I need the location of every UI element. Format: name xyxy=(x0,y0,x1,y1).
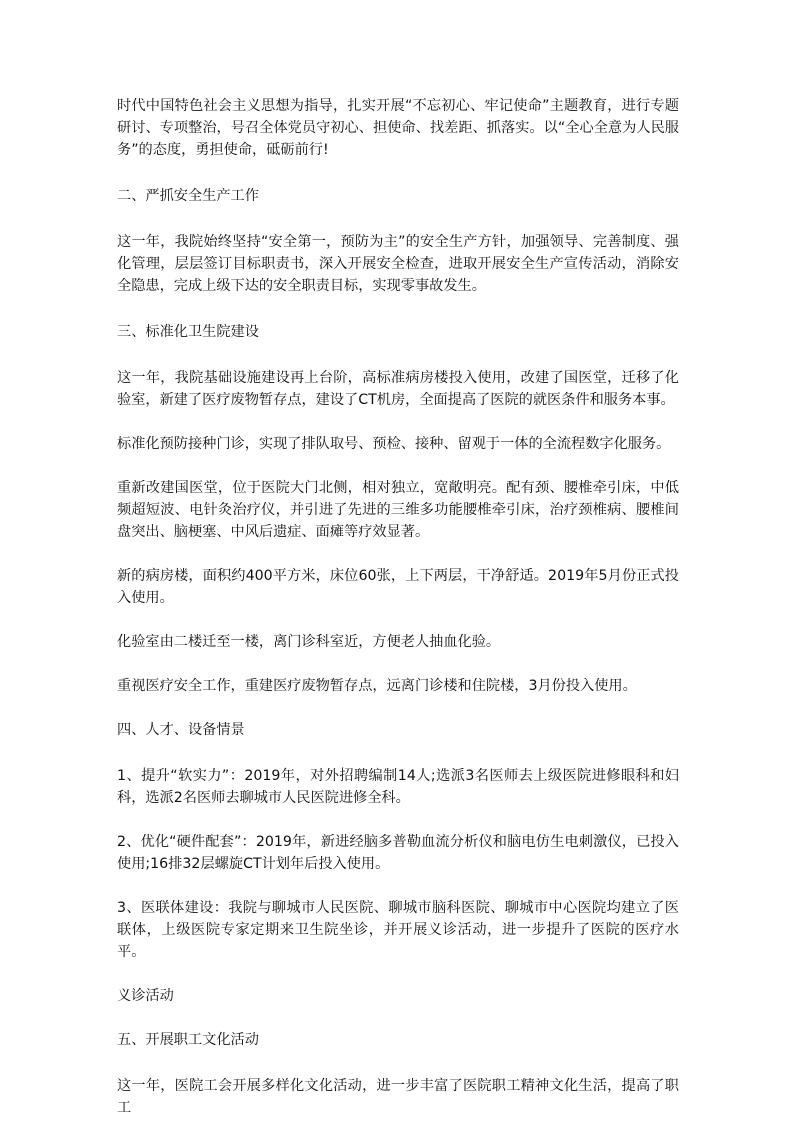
heading-standard-hospital: 三、标准化卫生院建设 xyxy=(117,324,259,340)
paragraph-safety-production: 这一年，我院始终坚持“安全第一，预防为主”的安全生产方针，加强领导、完善制度、强化管理，层层签订目标职责书，深入开展安全检查，进取开展安全生产宣传活动，消除安全隐患，完成上级下达的安全职责目标，实现零事故发生。 xyxy=(117,234,679,294)
heading-staff-culture: 五、开展职工文化活动 xyxy=(117,1032,259,1048)
paragraph-staff-culture: 这一年，医院工会开展多样化文化活动，进一步丰富了医院职工精神文化生活，提高了职工 xyxy=(117,1078,679,1116)
heading-talent-equipment: 四、人才、设备情景 xyxy=(117,722,245,738)
paragraph-medical-alliance: 3、医联体建设：我院与聊城市人民医院、聊城市脑科医院、聊城市中心医院均建立了医联体，上级医院专家定期来卫生院坐诊，并开展义诊活动，进一步提升了医院的医疗水平。 xyxy=(117,900,679,960)
paragraph-medical-waste: 重视医疗安全工作，重建医疗废物暂存点，远离门诊楼和住院楼，3月份投入使用。 xyxy=(117,678,637,694)
paragraph-ward-building: 新的病房楼，面积约400平方米，床位60张，上下两层，干净舒适。2019年5月份正式投入使用。 xyxy=(117,568,679,606)
paragraph-intro: 时代中国特色社会主义思想为指导，扎实开展“不忘初心、牢记使命”主题教育，进行专题研讨、专项整治，号召全体党员守初心、担使命、找差距、抓落实。以“全心全意为人民服务”的态度，勇担使命，砥砺前行! xyxy=(117,98,679,158)
paragraph-vaccination-clinic: 标准化预防接种门诊，实现了排队取号、预检、接种、留观于一体的全流程数字化服务。 xyxy=(117,436,671,452)
caption-free-clinic: 义诊活动 xyxy=(117,988,174,1004)
paragraph-soft-power: 1、提升“软实力”：2019年，对外招聘编制14人;选派3名医师去上级医院进修眼科和妇科，选派2名医师去聊城市人民医院进修全科。 xyxy=(117,768,679,806)
paragraph-hardware: 2、优化“硬件配套”：2019年，新进经脑多普勒血流分析仪和脑电仿生电刺激仪，已投入使用;16排32层螺旋CT计划年后投入使用。 xyxy=(117,834,679,872)
document-page xyxy=(117,95,679,1119)
paragraph-tcm-hall: 重新改建国医堂，位于医院大门北侧，相对独立，宽敞明亮。配有颈、腰椎牵引床，中低频超短波、电针灸治疗仪，并引进了先进的三维多功能腰椎牵引床，治疗颈椎病、腰椎间盘突出、脑梗塞、中风后遗症、面瘫等疗效显著。 xyxy=(117,480,679,540)
paragraph-infrastructure: 这一年，我院基础设施建设再上台阶，高标准病房楼投入使用，改建了国医堂，迁移了化验室，新建了医疗废物暂存点，建设了CT机房，全面提高了医院的就医条件和服务本事。 xyxy=(117,370,679,408)
paragraph-laboratory: 化验室由二楼迁至一楼，离门诊科室近，方便老人抽血化验。 xyxy=(117,634,501,650)
heading-safety-production: 二、严抓安全生产工作 xyxy=(117,188,259,204)
